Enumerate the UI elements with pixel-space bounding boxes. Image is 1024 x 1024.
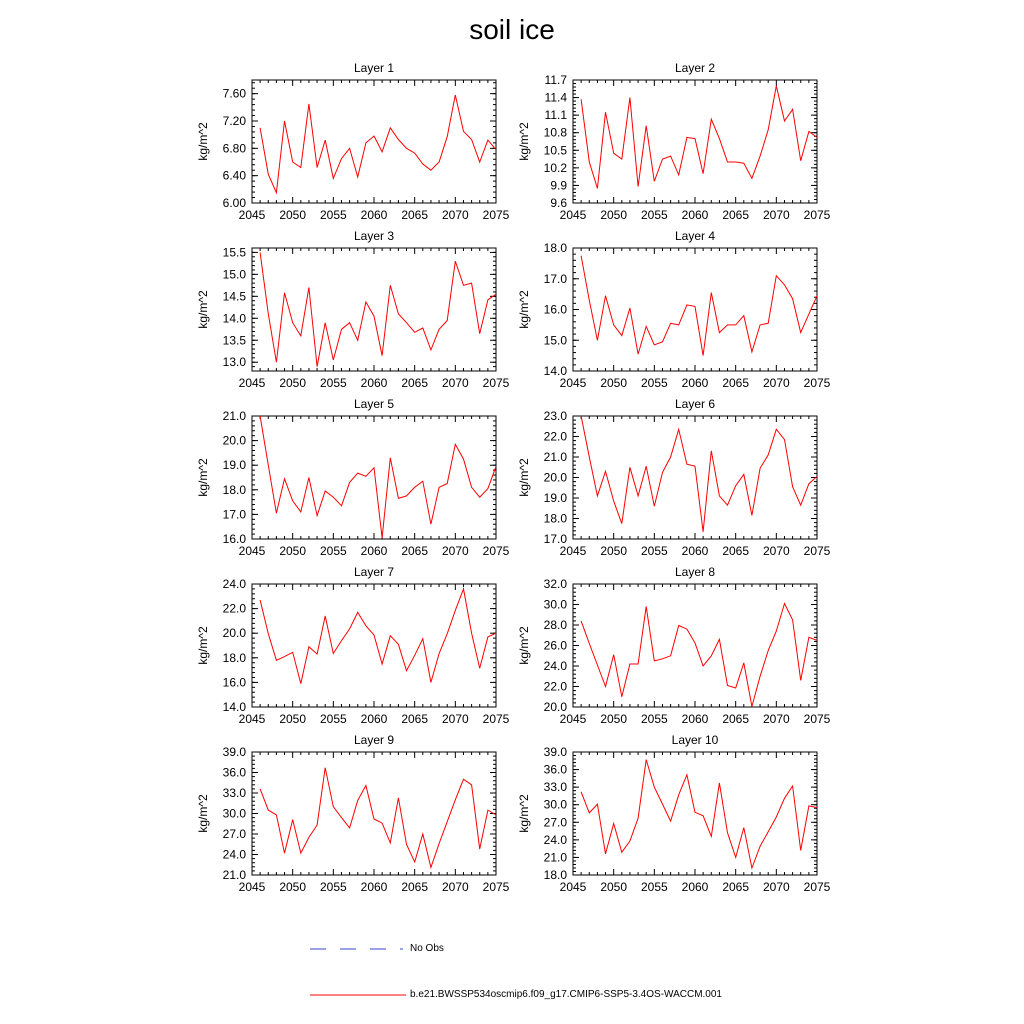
series-line <box>581 86 817 188</box>
x-tick-label: 2065 <box>401 208 429 222</box>
y-tick-label: 30.0 <box>222 806 246 821</box>
series-line <box>260 95 496 193</box>
plot-frame <box>252 416 496 539</box>
x-tick-label: 2045 <box>238 880 266 894</box>
x-tick-label: 2055 <box>319 208 347 222</box>
panel-9 <box>196 733 510 894</box>
y-tick-label: 9.9 <box>550 178 567 193</box>
x-tick-label: 2050 <box>600 376 628 390</box>
y-tick-label: 18.0 <box>543 511 567 526</box>
y-tick-label: 33.0 <box>543 780 567 795</box>
panel-title: Layer 8 <box>674 565 716 579</box>
y-tick-label: 18.0 <box>543 868 567 882</box>
x-tick-label: 2055 <box>640 712 668 726</box>
x-tick-label: 2070 <box>762 544 790 558</box>
y-tick-label: 24.0 <box>543 659 567 673</box>
x-tick-label: 2055 <box>319 544 347 558</box>
series-line <box>581 604 817 707</box>
x-tick-label: 2060 <box>360 208 388 222</box>
x-tick-label: 2055 <box>640 880 668 894</box>
y-tick-label: 14.0 <box>543 364 567 378</box>
y-axis-label: kg/m^2 <box>196 290 210 329</box>
x-tick-label: 2065 <box>722 712 750 726</box>
y-tick-label: 36.0 <box>543 762 567 777</box>
x-tick-label: 2060 <box>681 880 709 894</box>
x-tick-label: 2050 <box>600 544 628 558</box>
x-tick-label: 2065 <box>401 544 429 558</box>
panel-title: Layer 5 <box>353 397 395 411</box>
y-tick-label: 11.7 <box>544 73 567 87</box>
panel-title: Layer 2 <box>674 61 716 75</box>
y-tick-label: 11.4 <box>544 90 567 105</box>
x-tick-label: 2045 <box>559 208 587 222</box>
panel-title: Layer 1 <box>353 61 395 75</box>
panel-title: Layer 4 <box>674 229 716 243</box>
y-tick-label: 27.0 <box>543 815 567 830</box>
y-tick-label: 10.5 <box>543 143 567 158</box>
x-tick-label: 2055 <box>319 880 347 894</box>
x-tick-label: 2075 <box>803 880 831 894</box>
panel-10 <box>517 733 831 894</box>
x-tick-label: 2075 <box>482 712 510 726</box>
y-tick-label: 17.0 <box>543 271 567 286</box>
x-tick-label: 2075 <box>482 376 510 390</box>
y-tick-label: 13.5 <box>222 333 246 348</box>
y-tick-label: 15.5 <box>222 245 246 260</box>
x-tick-label: 2065 <box>722 880 750 894</box>
legend-model-line <box>308 990 408 1000</box>
panel-title: Layer 7 <box>353 565 395 579</box>
y-tick-label: 27.0 <box>222 827 246 841</box>
y-tick-label: 21.0 <box>222 409 246 423</box>
panel-title: Layer 10 <box>671 733 719 747</box>
x-tick-label: 2060 <box>360 376 388 390</box>
series-line <box>260 416 496 538</box>
x-tick-label: 2045 <box>238 712 266 726</box>
y-tick-label: 16.0 <box>543 302 567 317</box>
series-line <box>581 760 817 868</box>
x-tick-label: 2065 <box>722 544 750 558</box>
y-tick-label: 6.40 <box>222 168 246 183</box>
x-tick-label: 2055 <box>640 544 668 558</box>
y-tick-label: 10.2 <box>543 160 567 175</box>
x-tick-label: 2050 <box>600 880 628 894</box>
panel-title: Layer 3 <box>353 229 395 243</box>
y-tick-label: 32.0 <box>543 577 567 591</box>
x-tick-label: 2070 <box>762 376 790 390</box>
y-tick-label: 30.0 <box>543 797 567 812</box>
y-axis-label: kg/m^2 <box>517 122 531 161</box>
x-tick-label: 2070 <box>441 376 469 390</box>
y-tick-label: 15.0 <box>222 267 246 282</box>
x-tick-label: 2070 <box>441 880 469 894</box>
x-tick-label: 2065 <box>722 376 750 390</box>
x-tick-label: 2060 <box>360 544 388 558</box>
y-tick-label: 18.0 <box>222 482 246 497</box>
y-tick-label: 20.0 <box>543 470 567 485</box>
x-tick-label: 2045 <box>559 880 587 894</box>
x-tick-label: 2075 <box>482 208 510 222</box>
x-tick-label: 2060 <box>681 208 709 222</box>
y-tick-label: 19.0 <box>543 491 567 505</box>
x-tick-label: 2065 <box>401 376 429 390</box>
y-tick-label: 18.0 <box>543 241 567 255</box>
y-tick-label: 24.0 <box>543 832 567 847</box>
x-tick-label: 2045 <box>559 712 587 726</box>
y-tick-label: 14.5 <box>222 289 246 304</box>
x-tick-label: 2060 <box>681 544 709 558</box>
y-axis-label: kg/m^2 <box>196 122 210 161</box>
y-tick-label: 36.0 <box>222 765 246 780</box>
y-tick-label: 22.0 <box>222 601 246 616</box>
x-tick-label: 2070 <box>762 208 790 222</box>
y-tick-label: 20.0 <box>222 433 246 448</box>
x-tick-label: 2050 <box>600 208 628 222</box>
y-tick-label: 11.1 <box>544 108 567 123</box>
plot-frame <box>252 752 496 875</box>
x-tick-label: 2050 <box>600 712 628 726</box>
x-tick-label: 2060 <box>681 712 709 726</box>
x-tick-label: 2060 <box>360 712 388 726</box>
y-tick-label: 26.0 <box>543 638 567 653</box>
y-axis-label: kg/m^2 <box>517 290 531 329</box>
x-tick-label: 2070 <box>441 712 469 726</box>
series-line <box>260 252 496 366</box>
y-tick-label: 21.0 <box>543 850 567 865</box>
y-tick-label: 21.0 <box>222 868 246 882</box>
plot-frame <box>573 752 817 875</box>
y-tick-label: 22.0 <box>543 679 567 694</box>
panel-title: Layer 6 <box>674 397 716 411</box>
y-tick-label: 6.00 <box>222 196 246 210</box>
x-tick-label: 2070 <box>762 880 790 894</box>
x-tick-label: 2055 <box>640 376 668 390</box>
x-tick-label: 2065 <box>401 880 429 894</box>
y-tick-label: 14.0 <box>222 700 246 714</box>
x-tick-label: 2050 <box>279 880 307 894</box>
y-tick-label: 20.0 <box>543 700 567 714</box>
x-tick-label: 2050 <box>279 376 307 390</box>
y-tick-label: 21.0 <box>543 450 567 464</box>
series-line <box>260 768 496 868</box>
x-tick-label: 2045 <box>238 544 266 558</box>
legend-no-obs-label: No Obs <box>410 943 444 954</box>
y-tick-label: 7.60 <box>222 86 246 101</box>
y-tick-label: 18.0 <box>222 650 246 665</box>
series-line <box>260 589 496 684</box>
y-tick-label: 14.0 <box>222 311 246 326</box>
x-tick-label: 2075 <box>803 376 831 390</box>
x-tick-label: 2045 <box>238 376 266 390</box>
x-tick-label: 2065 <box>401 712 429 726</box>
y-tick-label: 24.0 <box>222 577 246 591</box>
x-tick-label: 2055 <box>319 712 347 726</box>
y-tick-label: 17.0 <box>222 507 246 522</box>
y-tick-label: 9.6 <box>550 196 567 210</box>
page-title: soil ice <box>469 14 555 45</box>
series-line <box>581 256 817 356</box>
y-tick-label: 20.0 <box>222 626 246 641</box>
panel-3 <box>196 229 510 390</box>
panel-6 <box>517 397 831 558</box>
x-tick-label: 2045 <box>238 208 266 222</box>
x-tick-label: 2075 <box>482 880 510 894</box>
x-tick-label: 2055 <box>640 208 668 222</box>
x-tick-label: 2075 <box>803 208 831 222</box>
y-tick-label: 39.0 <box>222 745 246 759</box>
y-tick-label: 6.80 <box>222 141 246 156</box>
y-tick-label: 7.20 <box>222 114 246 128</box>
y-tick-label: 13.0 <box>222 355 246 370</box>
x-tick-label: 2055 <box>319 376 347 390</box>
x-tick-label: 2060 <box>360 880 388 894</box>
panel-4 <box>517 229 831 390</box>
y-axis-label: kg/m^2 <box>517 626 531 665</box>
x-tick-label: 2070 <box>762 712 790 726</box>
x-tick-label: 2075 <box>482 544 510 558</box>
panel-2 <box>517 61 831 222</box>
x-tick-label: 2050 <box>279 208 307 222</box>
x-tick-label: 2075 <box>803 712 831 726</box>
x-tick-label: 2070 <box>441 208 469 222</box>
y-tick-label: 28.0 <box>543 618 567 632</box>
panel-5 <box>196 397 510 558</box>
x-tick-label: 2050 <box>279 544 307 558</box>
y-tick-label: 15.0 <box>543 333 567 348</box>
y-axis-label: kg/m^2 <box>517 458 531 497</box>
y-tick-label: 23.0 <box>543 409 567 423</box>
panel-8 <box>517 565 831 726</box>
x-tick-label: 2065 <box>722 208 750 222</box>
x-tick-label: 2045 <box>559 544 587 558</box>
y-tick-label: 16.0 <box>222 675 246 690</box>
x-tick-label: 2075 <box>803 544 831 558</box>
panel-7 <box>196 565 510 726</box>
y-axis-label: kg/m^2 <box>517 794 531 833</box>
y-tick-label: 16.0 <box>222 532 246 546</box>
panel-1 <box>196 61 510 222</box>
y-axis-label: kg/m^2 <box>196 794 210 833</box>
legend-no-obs-line <box>308 944 408 954</box>
y-tick-label: 19.0 <box>222 458 246 473</box>
y-tick-label: 24.0 <box>222 847 246 862</box>
x-tick-label: 2045 <box>559 376 587 390</box>
y-axis-label: kg/m^2 <box>196 458 210 497</box>
x-tick-label: 2060 <box>681 376 709 390</box>
series-line <box>581 416 817 532</box>
y-tick-label: 22.0 <box>543 429 567 444</box>
plot-frame <box>252 584 496 707</box>
plot-frame <box>573 584 817 707</box>
y-axis-label: kg/m^2 <box>196 626 210 665</box>
plot-frame <box>573 80 817 203</box>
y-tick-label: 30.0 <box>543 597 567 612</box>
y-tick-label: 17.0 <box>543 532 567 546</box>
x-tick-label: 2070 <box>441 544 469 558</box>
y-tick-label: 39.0 <box>543 745 567 759</box>
panel-title: Layer 9 <box>353 733 395 747</box>
y-tick-label: 33.0 <box>222 786 246 800</box>
x-tick-label: 2050 <box>279 712 307 726</box>
y-tick-label: 10.8 <box>543 125 567 140</box>
legend-model-label: b.e21.BWSSP534oscmip6.f09_g17.CMIP6-SSP5-3.4OS-WACCM.001 <box>410 989 722 1000</box>
